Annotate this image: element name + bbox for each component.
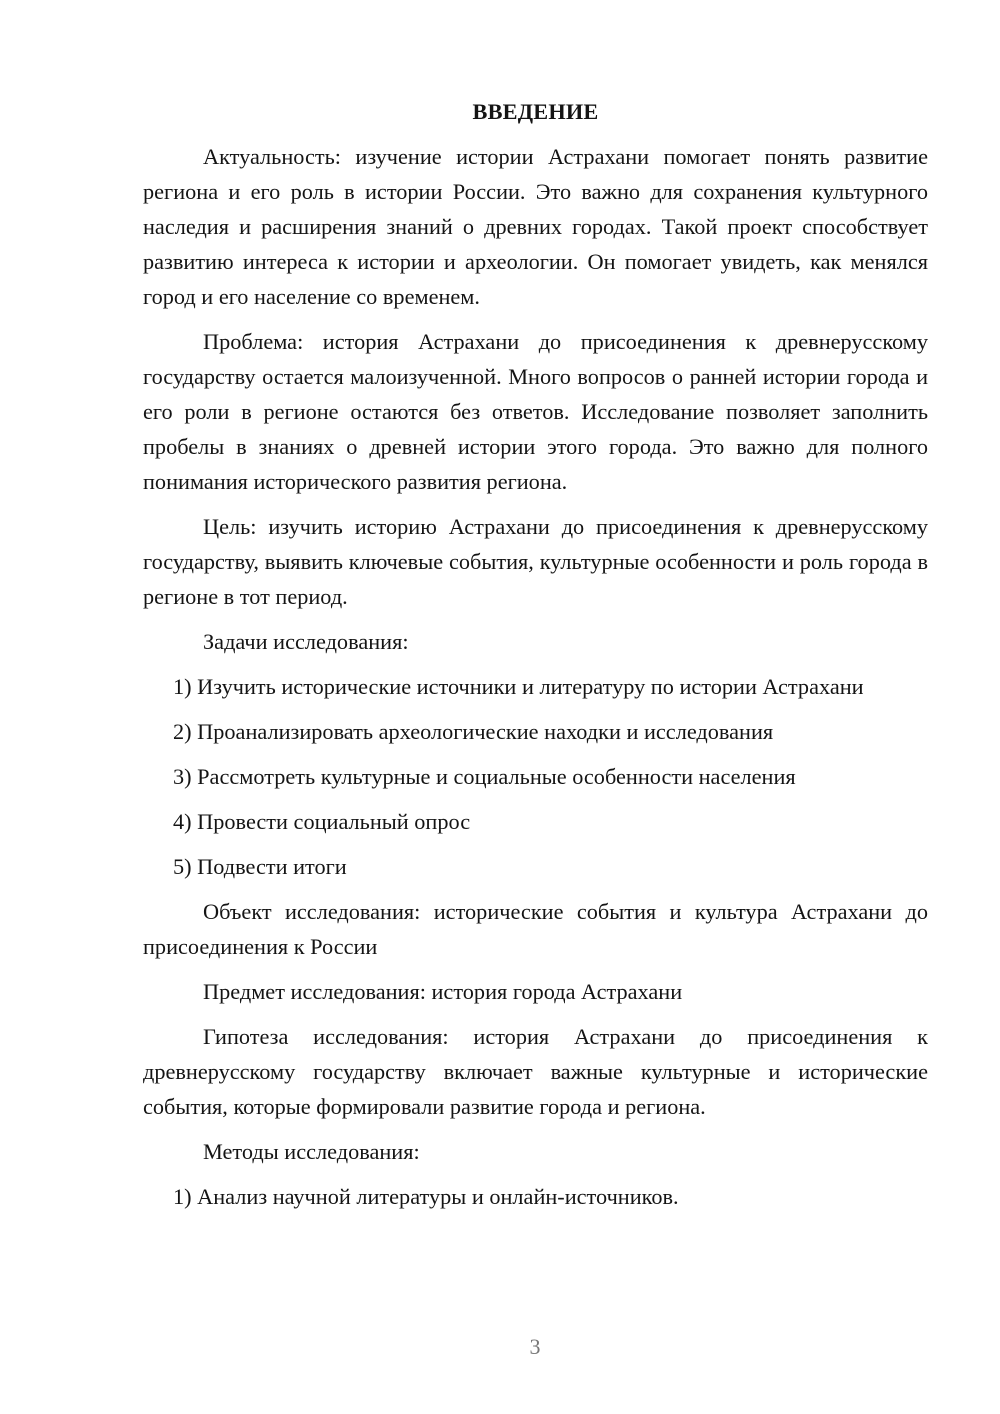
task-item: 4) Провести социальный опрос xyxy=(173,809,471,834)
problem-paragraph: Проблема: история Астрахани до присоединения к древнерусскому государству остается малоизученной. Много вопросов о ранней истории города и его роли в регионе остаются без ответов. Исследование позволяет заполнить пробелы в знаниях о древней истории этого города. Это важно для полного понимания исторического развития региона. xyxy=(143,329,928,494)
page-title: ВВЕДЕНИЕ xyxy=(472,99,599,124)
task-item: 5) Подвести итоги xyxy=(173,854,347,879)
object-paragraph: Объект исследования: исторические события и культура Астрахани до присоединения к России xyxy=(143,899,928,959)
task-item: 3) Рассмотреть культурные и социальные особенности населения xyxy=(173,764,796,789)
tasks-heading: Задачи исследования: xyxy=(203,629,409,654)
task-item: 2) Проанализировать археологические находки и исследования xyxy=(173,719,774,744)
relevance-paragraph: Актуальность: изучение истории Астрахани помогает понять развитие региона и его роль в истории России. Это важно для сохранения культурного наследия и расширения знаний о древних городах. Такой проект способствует развитию интереса к истории и археологии. Он помогает увидеть, как менялся город и его население со временем. xyxy=(143,144,928,309)
methods-heading: Методы исследования: xyxy=(203,1139,420,1164)
document-body xyxy=(143,94,928,1214)
subject-paragraph: Предмет исследования: история города Астрахани xyxy=(203,979,683,1004)
page-number: 3 xyxy=(529,1334,541,1359)
task-item: 1) Изучить исторические источники и литературу по истории Астрахани xyxy=(173,674,864,699)
method-item: 1) Анализ научной литературы и онлайн-источников. xyxy=(173,1184,679,1209)
hypothesis-paragraph: Гипотеза исследования: история Астрахани до присоединения к древнерусскому государству включает важные культурные и исторические события, которые формировали развитие города и региона. xyxy=(143,1024,928,1119)
goal-paragraph: Цель: изучить историю Астрахани до присоединения к древнерусскому государству, выявить ключевые события, культурные особенности и роль города в регионе в тот период. xyxy=(143,514,928,609)
